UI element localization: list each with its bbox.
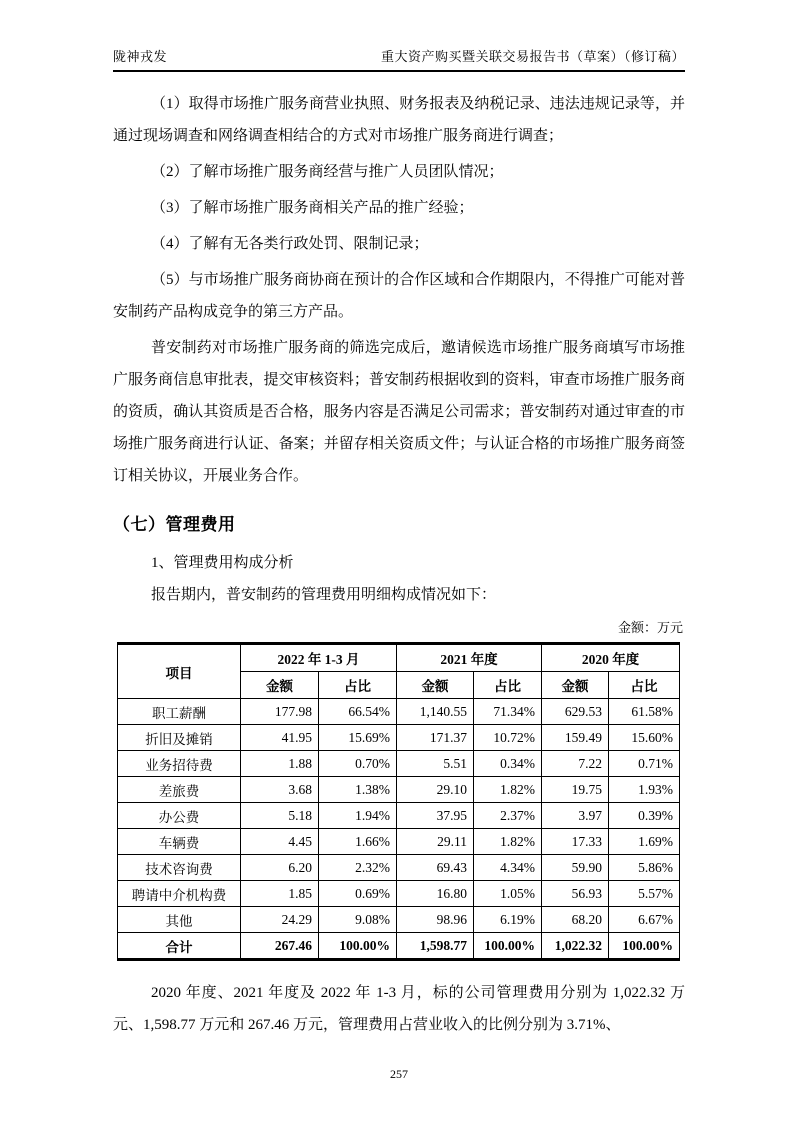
row-label: 技术咨询费 bbox=[118, 855, 241, 881]
table-cell: 100.00% bbox=[609, 933, 680, 960]
list-item-1: （1）取得市场推广服务商营业执照、财务报表及纳税记录、违法违规记录等，并通过现场调查和网络调查相结合的方式对市场推广服务商进行调查； bbox=[113, 96, 685, 144]
table-cell: 15.60% bbox=[609, 725, 680, 751]
table-row bbox=[118, 907, 680, 933]
table-cell: 66.54% bbox=[319, 699, 397, 725]
table-cell: 100.00% bbox=[319, 933, 397, 960]
table-cell: 6.19% bbox=[474, 907, 542, 933]
row-label: 车辆费 bbox=[118, 829, 241, 855]
table-cell: 5.51 bbox=[397, 751, 474, 777]
page-header bbox=[113, 46, 685, 72]
table-cell: 29.10 bbox=[397, 777, 474, 803]
table-cell: 4.34% bbox=[474, 855, 542, 881]
column-header-period-2022: 2022 年 1-3 月 bbox=[241, 644, 397, 672]
table-cell: 61.58% bbox=[609, 699, 680, 725]
row-label: 职工薪酬 bbox=[118, 699, 241, 725]
table-cell: 68.20 bbox=[542, 907, 609, 933]
page-number: 257 bbox=[390, 1067, 408, 1081]
column-header-ratio: 占比 bbox=[319, 672, 397, 699]
table-cell: 16.80 bbox=[397, 881, 474, 907]
table-cell: 1.38% bbox=[319, 777, 397, 803]
row-label: 合计 bbox=[118, 933, 241, 960]
row-label: 折旧及摊销 bbox=[118, 725, 241, 751]
column-header-period-2020: 2020 年度 bbox=[542, 644, 680, 672]
row-label: 办公费 bbox=[118, 803, 241, 829]
table-cell: 3.97 bbox=[542, 803, 609, 829]
row-label: 差旅费 bbox=[118, 777, 241, 803]
table-cell: 9.08% bbox=[319, 907, 397, 933]
table-cell: 0.71% bbox=[609, 751, 680, 777]
table-total-row bbox=[118, 933, 680, 960]
table-row bbox=[118, 829, 680, 855]
table-cell: 0.34% bbox=[474, 751, 542, 777]
table-cell: 1.69% bbox=[609, 829, 680, 855]
list-item-3: （3）了解市场推广服务商相关产品的推广经验； bbox=[151, 200, 474, 216]
row-label: 其他 bbox=[118, 907, 241, 933]
table-row bbox=[118, 881, 680, 907]
table-cell: 1,140.55 bbox=[397, 699, 474, 725]
section-heading: （七）管理费用 bbox=[113, 515, 236, 534]
table-cell: 267.46 bbox=[241, 933, 319, 960]
table-cell: 4.45 bbox=[241, 829, 319, 855]
list-item-5: （5）与市场推广服务商协商在预计的合作区域和合作期限内，不得推广可能对普安制药产品构成竞争的第三方产品。 bbox=[113, 272, 685, 320]
table-cell: 2.32% bbox=[319, 855, 397, 881]
table-cell: 98.96 bbox=[397, 907, 474, 933]
table-row bbox=[118, 699, 680, 725]
table-cell: 56.93 bbox=[542, 881, 609, 907]
table-cell: 1.66% bbox=[319, 829, 397, 855]
table-cell: 1.85 bbox=[241, 881, 319, 907]
unit-note: 金额：万元 bbox=[617, 620, 683, 635]
table-cell: 19.75 bbox=[542, 777, 609, 803]
table-cell: 100.00% bbox=[474, 933, 542, 960]
table-cell: 59.90 bbox=[542, 855, 609, 881]
column-header-ratio: 占比 bbox=[609, 672, 680, 699]
row-label: 业务招待费 bbox=[118, 751, 241, 777]
header-company-name: 陇神戎发 bbox=[113, 49, 168, 64]
table-cell: 0.69% bbox=[319, 881, 397, 907]
table-row bbox=[118, 855, 680, 881]
list-item-2: （2）了解市场推广服务商经营与推广人员团队情况； bbox=[151, 164, 504, 180]
header-report-title: 重大资产购买暨关联交易报告书（草案）（修订稿） bbox=[380, 49, 685, 64]
column-header-item: 项目 bbox=[118, 644, 241, 699]
table-cell: 1.82% bbox=[474, 777, 542, 803]
row-label: 聘请中介机构费 bbox=[118, 881, 241, 907]
table-row bbox=[118, 777, 680, 803]
table-cell: 5.18 bbox=[241, 803, 319, 829]
table-cell: 15.69% bbox=[319, 725, 397, 751]
table-cell: 24.29 bbox=[241, 907, 319, 933]
table-cell: 10.72% bbox=[474, 725, 542, 751]
table-row bbox=[118, 803, 680, 829]
table-cell: 29.11 bbox=[397, 829, 474, 855]
list-item-4: （4）了解有无各类行政处罚、限制记录； bbox=[151, 236, 429, 252]
table-cell: 0.70% bbox=[319, 751, 397, 777]
sub-heading: 1、管理费用构成分析 bbox=[151, 555, 294, 571]
column-header-ratio: 占比 bbox=[474, 672, 542, 699]
table-cell: 69.43 bbox=[397, 855, 474, 881]
table-cell: 159.49 bbox=[542, 725, 609, 751]
column-header-amount: 金额 bbox=[397, 672, 474, 699]
table-cell: 1.05% bbox=[474, 881, 542, 907]
table-intro: 报告期内，普安制药的管理费用明细构成情况如下： bbox=[151, 587, 497, 603]
table-cell: 0.39% bbox=[609, 803, 680, 829]
table-cell: 1,598.77 bbox=[397, 933, 474, 960]
table-cell: 6.67% bbox=[609, 907, 680, 933]
column-header-amount: 金额 bbox=[542, 672, 609, 699]
table-cell: 1,022.32 bbox=[542, 933, 609, 960]
table-cell: 171.37 bbox=[397, 725, 474, 751]
table-header-row-periods bbox=[118, 644, 680, 672]
table-cell: 5.86% bbox=[609, 855, 680, 881]
table-cell: 41.95 bbox=[241, 725, 319, 751]
table-cell: 17.33 bbox=[542, 829, 609, 855]
table-cell: 1.93% bbox=[609, 777, 680, 803]
table-cell: 1.94% bbox=[319, 803, 397, 829]
table-cell: 177.98 bbox=[241, 699, 319, 725]
column-header-amount: 金额 bbox=[241, 672, 319, 699]
table-cell: 2.37% bbox=[474, 803, 542, 829]
table-cell: 1.82% bbox=[474, 829, 542, 855]
table-cell: 6.20 bbox=[241, 855, 319, 881]
table-cell: 7.22 bbox=[542, 751, 609, 777]
table-cell: 37.95 bbox=[397, 803, 474, 829]
closing-paragraph: 2020 年度、2021 年度及 2022 年 1-3 月，标的公司管理费用分别为 1,022.32 万元、1,598.77 万元和 267.46 万元，管理费用占营业收入的比例分别为 3.71%、 bbox=[113, 985, 685, 1033]
admin-expense-table bbox=[117, 642, 680, 961]
table-cell: 1.88 bbox=[241, 751, 319, 777]
table-row bbox=[118, 751, 680, 777]
table-cell: 5.57% bbox=[609, 881, 680, 907]
paragraph-screening-process: 普安制药对市场推广服务商的筛选完成后，邀请候选市场推广服务商填写市场推广服务商信息审批表，提交审核资料；普安制药根据收到的资料，审查市场推广服务商的资质，确认其资质是否合格，服务内容是否满足公司需求；普安制药对通过审查的市场推广服务商进行认证、备案；并留存相关资质文件；与认证合格的市场推广服务商签订相关协议，开展业务合作。 bbox=[113, 340, 685, 484]
table-cell: 3.68 bbox=[241, 777, 319, 803]
table-cell: 71.34% bbox=[474, 699, 542, 725]
table-cell: 629.53 bbox=[542, 699, 609, 725]
column-header-period-2021: 2021 年度 bbox=[397, 644, 542, 672]
table-row bbox=[118, 725, 680, 751]
